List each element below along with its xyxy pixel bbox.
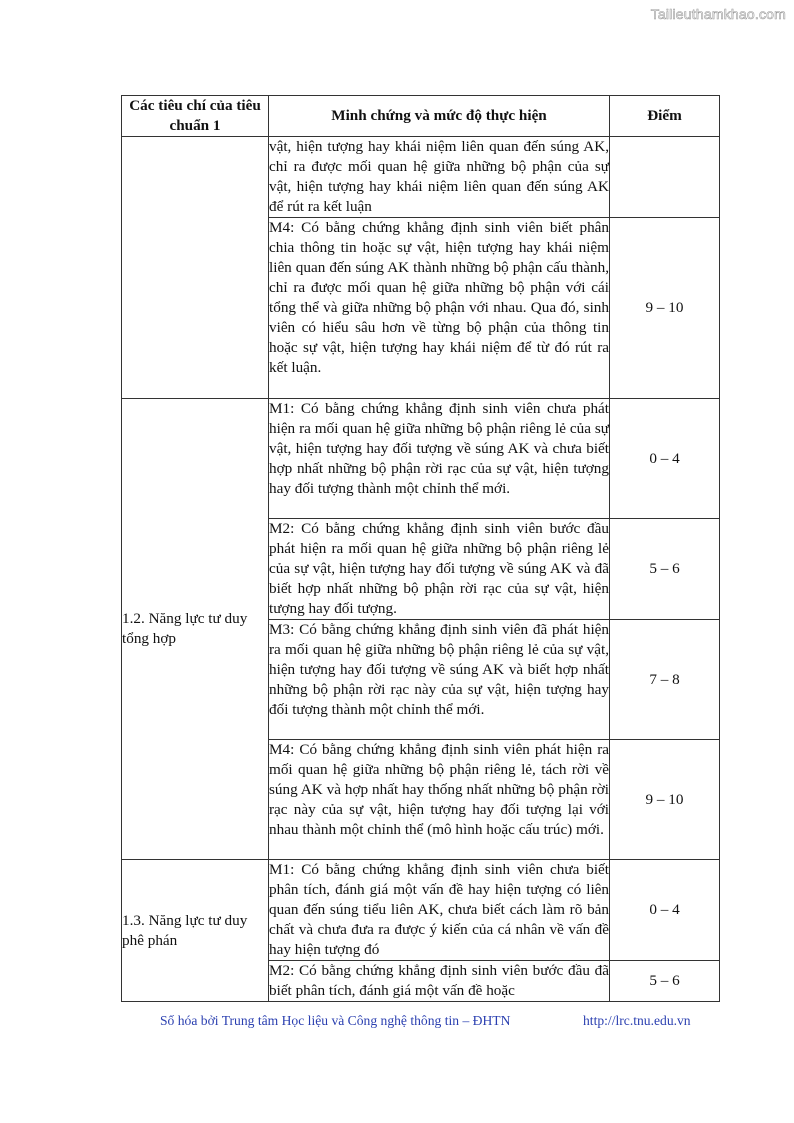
watermark: Tailieuthamkhao.com	[650, 6, 786, 22]
table-row	[122, 399, 720, 519]
header-score: Điểm	[610, 96, 720, 137]
footer-credit: Số hóa bởi Trung tâm Học liệu và Công nghệ thông tin – ĐHTN	[160, 1013, 511, 1028]
score-cell: 0 – 4	[610, 860, 720, 961]
header-criteria: Các tiêu chí của tiêu chuẩn 1	[122, 96, 269, 137]
score-cell: 7 – 8	[610, 620, 720, 740]
table-row	[122, 860, 720, 961]
criterion-cell	[122, 137, 269, 399]
score-cell: 5 – 6	[610, 961, 720, 1002]
evidence-cell: M4: Có bằng chứng khẳng định sinh viên biết phân chia thông tin hoặc sự vật, hiện tượng hay khái niệm liên quan đến súng AK thành những bộ phận cấu thành, chỉ ra được mối quan hệ giữa những bộ phận với cái tổng thể và giữa những bộ phận với nhau. Qua đó, sinh viên có hiểu sâu hơn về từng bộ phận của thông tin hoặc sự vật, hiện tượng hay khái niệm để từ đó rút ra kết luận.	[269, 218, 610, 399]
footer	[160, 1013, 700, 1029]
score-cell	[610, 137, 720, 218]
evidence-cell: M1: Có bằng chứng khẳng định sinh viên chưa phát hiện ra mối quan hệ giữa những bộ phận riêng lẻ của sự vật, hiện tượng hay đối tượng về súng AK và chưa biết hợp nhất những bộ phận rời rạc của sự vật, hiện tượng hay đối tượng thành một chỉnh thể mới.	[269, 399, 610, 519]
score-cell: 9 – 10	[610, 218, 720, 399]
score-cell: 0 – 4	[610, 399, 720, 519]
evidence-cell: vật, hiện tượng hay khái niệm liên quan đến súng AK, chỉ ra được mối quan hệ giữa những bộ phận của sự vật, hiện tượng hay khái niệm liên quan đến súng AK để rút ra kết luận	[269, 137, 610, 218]
score-cell: 5 – 6	[610, 519, 720, 620]
criterion-cell: 1.3. Năng lực tư duy phê phán	[122, 860, 269, 1002]
evidence-cell: M2: Có bằng chứng khẳng định sinh viên bước đầu đã biết phân tích, đánh giá một vấn đề hoặc	[269, 961, 610, 1002]
evidence-cell: M3: Có bằng chứng khẳng định sinh viên đã phát hiện ra mối quan hệ giữa những bộ phận riêng lẻ của sự vật, hiện tượng hay đối tượng về súng AK và biết hợp nhất những bộ phận rời rạc này của sự vật, hiện tượng hay đối tượng thành một chỉnh thể mới.	[269, 620, 610, 740]
footer-url-link[interactable]: http://lrc.tnu.edu.vn	[583, 1013, 691, 1028]
table-row	[122, 137, 720, 218]
evidence-cell: M1: Có bằng chứng khẳng định sinh viên chưa biết phân tích, đánh giá một vấn đề hay hiện tượng có liên quan đến súng tiểu liên AK, chưa biết cách làm rõ bản chất và chưa đưa ra được ý kiến của cá nhân về vấn đề hay hiện tượng đó	[269, 860, 610, 961]
header-evidence: Minh chứng và mức độ thực hiện	[269, 96, 610, 137]
evidence-cell: M2: Có bằng chứng khẳng định sinh viên bước đầu phát hiện ra mối quan hệ giữa những bộ phận riêng lẻ của sự vật, hiện tượng hay đối tượng về súng AK và đã biết hợp nhất những bộ phận rời rạc của sự vật, hiện tượng hay đối tượng.	[269, 519, 610, 620]
evidence-cell: M4: Có bằng chứng khẳng định sinh viên phát hiện ra mối quan hệ giữa những bộ phận riêng lẻ, tách rời về súng AK và hợp nhất hay thống nhất những bộ phận rời rạc này của sự vật, hiện tượng hay đối tượng lại với nhau thành một chỉnh thể (mô hình hoặc cấu trúc) mới.	[269, 740, 610, 860]
criterion-cell: 1.2. Năng lực tư duy tổng hợp	[122, 399, 269, 860]
score-cell: 9 – 10	[610, 740, 720, 860]
criteria-table	[121, 95, 720, 1002]
table-header-row	[122, 96, 720, 137]
